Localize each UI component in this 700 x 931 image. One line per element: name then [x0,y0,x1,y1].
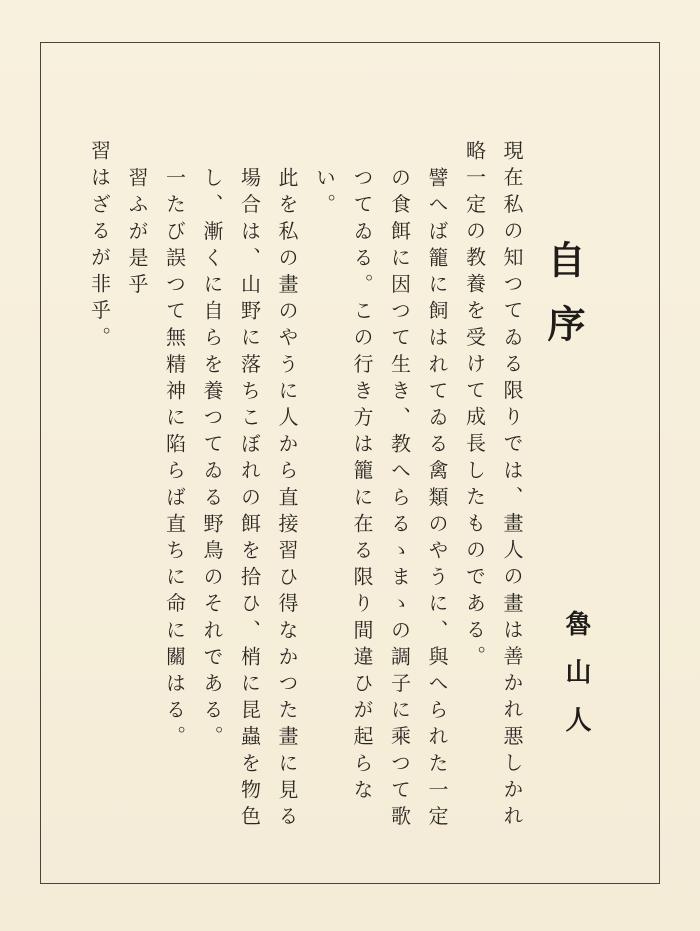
paragraph-2: 譬へば籠に飼はれてゐる禽類のやうに、與へられた一定の食餌に因つて生き、教へらるゝまゝの調子に乘つて歌つてゐる。この行き方は籠に在る限り間違ひが起らない。 [312,167,449,832]
paragraph-5: 習ふが是乎 [125,167,149,300]
paragraph-3: 此を私の畫のやうに人から直接習ひ得なかつた畫に見る場合は、山野に落ちこぼれの餌を拾ひ、梢に昆蟲を物色し、漸くに自らを養つてゐる野鳥のそれである。 [200,167,299,832]
preface-body [87,140,530,840]
paragraph-6: 習はざるが非乎。 [87,140,112,353]
paragraph-1: 現在私の知つてゐる限りでは、畫人の畫は善かれ悪しかれ略一定の教養を受けて成長したものである。 [462,140,524,832]
author-signature: 魯山人 [561,610,591,754]
paragraph-4: 一たび誤つて無精神に陷らば直ちに命に關はる。 [162,167,187,753]
preface-title: 自序 [541,240,586,368]
